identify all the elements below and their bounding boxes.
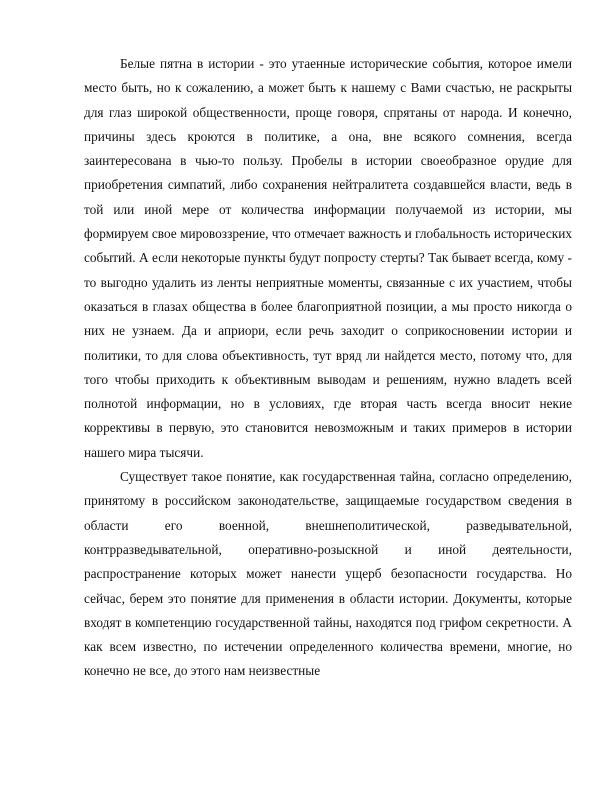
paragraph-white-spots: Белые пятна в истории - это утаенные исторические события, которое имели место быть, но к сожалению, а может быть к нашему с Вами счастью, не раскрыты для глаз широкой общественности, проще говоря, спрятаны от народа. И конечно, причины здесь кроются в политике, а она, вне всякого сомнения, всегда заинтересована в чью-то пользу. Пробелы в истории своеобразное орудие для приобретения симпатий, либо сохранения нейтралитета создавшейся власти, ведь в той или иной мере от количества информации получаемой из истории, мы формируем свое мировоззрение, что отмечает важность и глобальность исторических событий. А если некоторые пункты будут попросту стерты? Так бывает всегда, кому - то выгодно удалить из ленты неприятные моменты, связанные с их участием, чтобы оказаться в глазах общества в более благоприятной позиции, а мы просто никогда о них не узнаем. Да и априори, если речь заходит о соприкосновении истории и политики, то для слова объективность, тут вряд ли найдется место, потому что, для того чтобы приходить к объективным выводам и решениям, нужно владеть всей полнотой информации, но в условиях, где вторая часть всегда вносит некие коррективы в первую, это становится невозможным и таких примеров в истории нашего мира тысячи. (84, 56, 572, 460)
document-body (84, 52, 572, 684)
paragraph-state-secret: Существует такое понятие, как государственная тайна, согласно определению, принятому в российском законодательстве, защищаемые государством сведения в области его военной, внешнеполитической, разведывательной, контрразведывательной, оперативно-розыскной и иной деятельности, распространение которых может нанести ущерб безопасности государства. Но сейчас, берем это понятие для применения в области истории. Документы, которые входят в компетенцию государственной тайны, находятся под грифом секретности. А как всем известно, по истечении определенного количества времени, многие, но конечно не все, до этого нам неизвестные (84, 469, 572, 679)
